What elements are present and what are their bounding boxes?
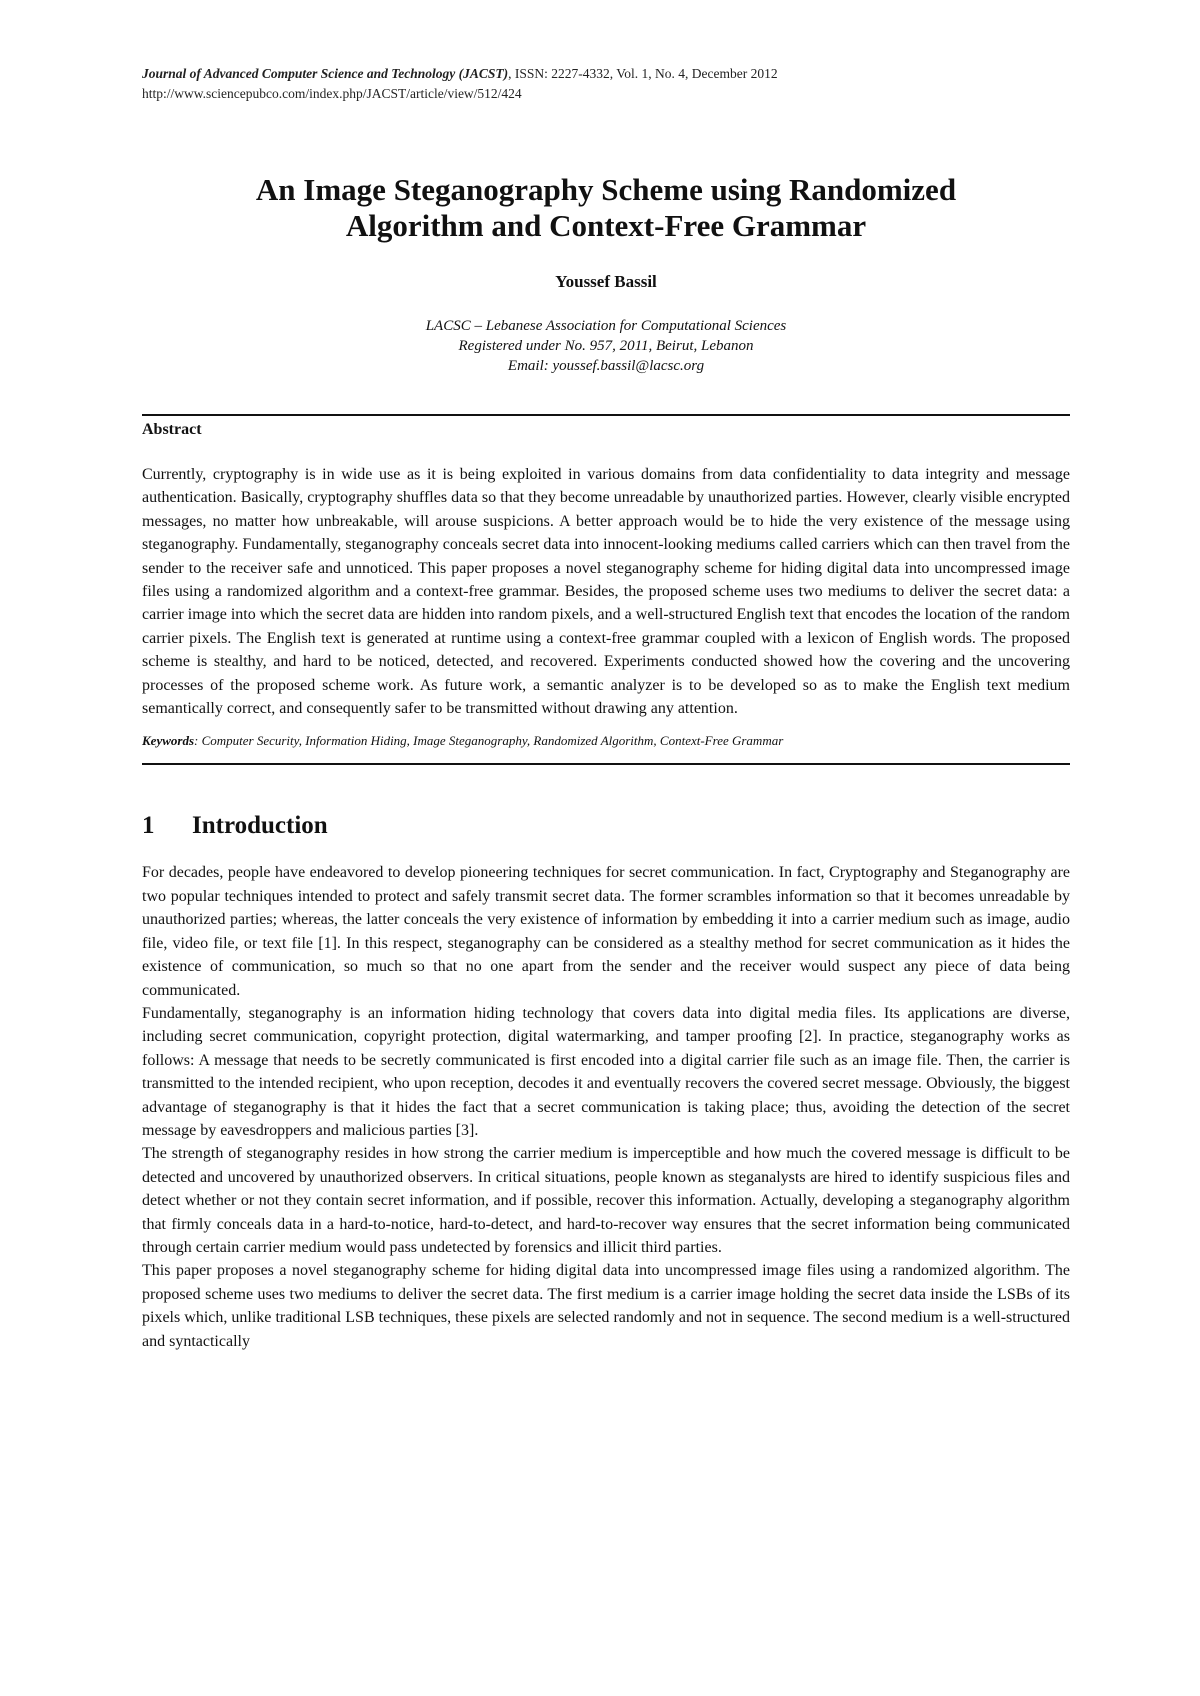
affiliation-org: LACSC – Lebanese Association for Computational Sciences [425, 318, 787, 334]
title-line-2: Algorithm and Context-Free Grammar [345, 208, 867, 243]
intro-paragraph-3: The strength of steganography resides in how strong the carrier medium is imperceptible and how much the covered message is difficult to be detected and uncovered by unauthorized observers. In critical situations, people known as steganalysts are hired to identify suspicious files and detect whether or not they contain secret information, and if possible, recover this information. Actually, developing a steganography algorithm that firmly conceals data in a hard-to-notice, hard-to-detect, and hard-to-recover way ensures that the secret information being communicated through certain carrier medium would pass undetected by forensics and illicit third parties. [142, 1145, 1070, 1256]
affiliation-registration: Registered under No. 957, 2011, Beirut, Lebanon [458, 338, 754, 354]
title-line-1: An Image Steganography Scheme using Randomized [255, 172, 957, 207]
abstract-body: Currently, cryptography is in wide use as it is being exploited in various domains from data confidentiality to data integrity and message authentication. Basically, cryptography shuffles data so that they become unreadable by unauthorized parties. However, clearly visible encrypted messages, no matter how unbreakable, will arouse suspicions. A better approach would be to hide the very existence of the message using steganography. Fundamentally, steganography conceals secret data into innocent-looking mediums called carriers which can then travel from the sender to the receiver safe and unnoticed. This paper proposes a novel steganography scheme for hiding digital data into uncompressed image files using a randomized algorithm and a context-free grammar. Besides, the proposed scheme uses two mediums to deliver the secret data: a carrier image into which the secret data are hidden into random pixels, and a well-structured English text that encodes the location of the random carrier pixels. The English text is generated at runtime using a context-free grammar coupled with a lexicon of English words. The proposed scheme is stealthy, and hard to be noticed, detected, and recovered. Experiments conducted showed how the covering and the uncovering processes of the proposed scheme work. As future work, a semantic analyzer is to be developed so as to make the English text medium semantically correct, and consequently safer to be transmitted without drawing any attention. [142, 466, 1070, 718]
intro-paragraph-2: Fundamentally, steganography is an information hiding technology that covers data into digital media files. Its applications are diverse, including secret communication, copyright protection, digital watermarking, and tamper proofing [2]. In practice, steganography works as follows: A message that needs to be secretly communicated is first encoded into a digital carrier file such as an image file. Then, the carrier is transmitted to the intended recipient, who upon reception, decodes it and eventually recovers the covered secret message. Obviously, the biggest advantage of steganography is that it hides the fact that a secret communication is taking place; thus, avoiding the detection of the secret message by eavesdroppers and malicious parties [3]. [142, 1004, 1070, 1139]
journal-info: , ISSN: 2227-4332, Vol. 1, No. 4, December 2012 [508, 66, 778, 81]
abstract-top-rule [142, 414, 1070, 416]
section-heading [142, 811, 1070, 841]
author-name: Youssef Bassil [555, 272, 657, 291]
intro-paragraph-4: This paper proposes a novel steganography scheme for hiding digital data into uncompressed image files using a randomized algorithm. The proposed scheme uses two mediums to deliver the secret data. The first medium is a carrier image holding the secret data inside the LSBs of its pixels which, unlike traditional LSB techniques, these pixels are selected randomly and not in sequence. The second medium is a well-structured and syntactically [142, 1262, 1070, 1350]
abstract-bottom-rule [142, 763, 1070, 765]
keywords [142, 732, 1070, 750]
paper-page [142, 64, 1070, 1353]
introduction-body [142, 861, 1070, 1353]
abstract-heading: Abstract [142, 421, 202, 438]
intro-paragraph-1: For decades, people have endeavored to develop pioneering techniques for secret communication. In fact, Cryptography and Steganography are two popular techniques intended to protect and safely transmit secret data. The former scrambles information so that it becomes unreadable by unauthorized parties; whereas, the latter conceals the very existence of information by embedding it into a carrier medium such as image, audio file, video file, or text file [1]. In this respect, steganography can be considered as a stealthy method for secret communication as it hides the existence of communication, so much so that no one apart from the sender and the receiver would suspect any piece of data being communicated. [142, 864, 1070, 999]
journal-name: Journal of Advanced Computer Science and Technology (JACST) [142, 66, 509, 81]
journal-citation [142, 64, 1070, 84]
section-title: Introduction [192, 812, 328, 840]
paper-title [142, 172, 1070, 244]
section-number: 1 [142, 812, 155, 840]
keywords-label: Keywords [142, 733, 194, 749]
affiliation-email: Email: youssef.bassil@lacsc.org [507, 358, 705, 374]
keywords-list: : Computer Security, Information Hiding, Image Steganography, Randomized Algorithm, Context-Free Grammar [194, 733, 784, 749]
affiliation [142, 316, 1070, 376]
journal-url[interactable]: http://www.sciencepubco.com/index.php/JACST/article/view/512/424 [142, 86, 522, 101]
